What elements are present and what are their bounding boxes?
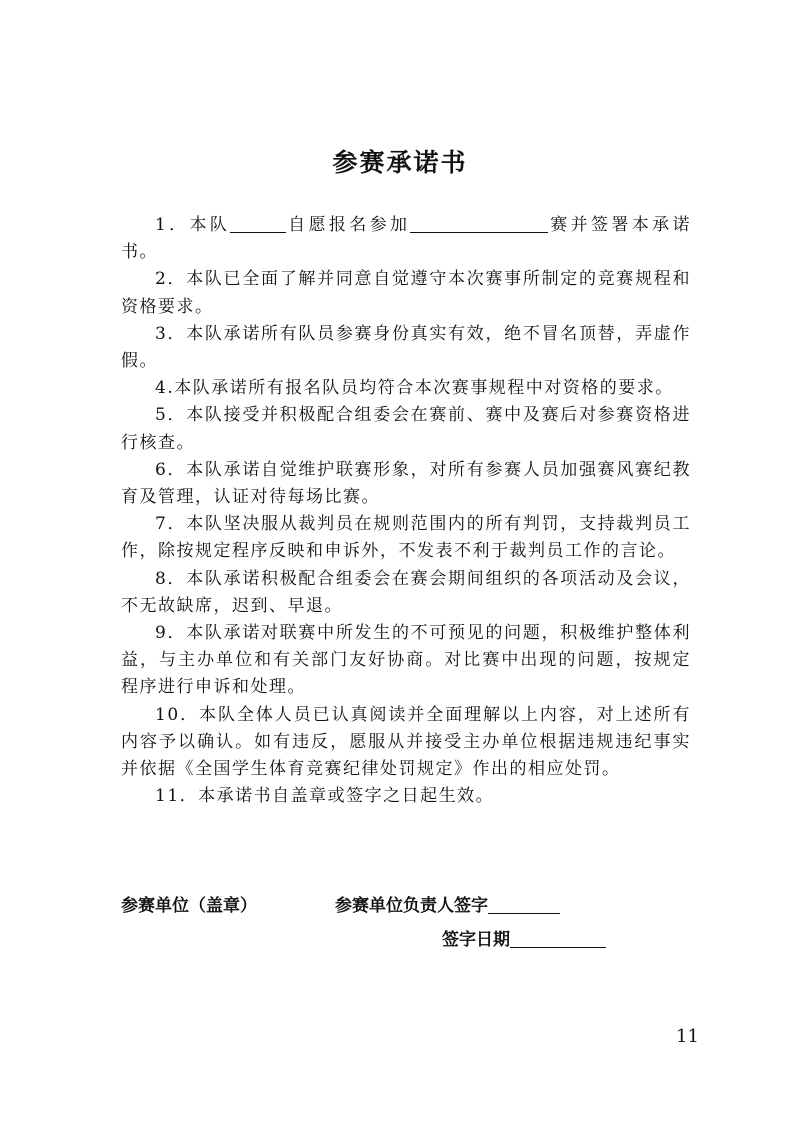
pledge-item-4: 4.本队承诺所有报名队员均符合本次赛事规程中对资格的要求。 — [155, 378, 674, 399]
pledge-item-1 — [121, 212, 691, 266]
document-title: 参赛承诺书 — [332, 148, 468, 177]
pledge-item-7: 7．本队坚决服从裁判员在规则范围内的所有判罚，支持裁判员工作，除按规定程序反映和申诉外，不发表不利于裁判员工作的言论。 — [121, 514, 691, 562]
signature-row-2 — [442, 927, 606, 953]
pledge-item-2: 2．本队已全面了解并同意自觉遵守本次赛事所制定的竞赛规程和资格要求。 — [121, 269, 691, 317]
pledge-item-8: 8．本队承诺积极配合组委会在赛会期间组织的各项活动及会议，不无故缺席，迟到、早退。 — [121, 568, 691, 616]
leader-signature-blank[interactable] — [488, 895, 560, 914]
pledge-item-11: 11．本承诺书自盖章或签字之日起生效。 — [155, 786, 495, 807]
signature-date-label: 签字日期 — [442, 930, 510, 950]
pledge-item-6: 6．本队承诺自觉维护联赛形象，对所有参赛人员加强赛风赛纪教育及管理，认证对待每场比赛。 — [121, 459, 691, 508]
item-1-part-1: 1．本队 — [155, 215, 231, 235]
pledge-item-5: 5．本队接受并积极配合组委会在赛前、赛中及赛后对参赛资格进行核查。 — [121, 405, 691, 453]
item-1-part-3: 赛并签署本承诺书。 — [121, 215, 692, 263]
unit-seal-label: 参赛单位（盖章） — [121, 896, 257, 916]
signature-date-blank[interactable] — [510, 929, 606, 948]
pledge-item-9: 9．本队承诺对联赛中所发生的不可预见的问题，积极维护整体利益，与主办单位和有关部门友好协商。对比赛中出现的问题，按规定程序进行申诉和处理。 — [121, 623, 691, 698]
leader-signature-label: 参赛单位负责人签字 — [335, 896, 488, 916]
pledge-body — [121, 212, 691, 810]
team-name-blank[interactable] — [230, 214, 286, 233]
pledge-item-3: 3．本队承诺所有队员参赛身份真实有效，绝不冒名顶替，弄虚作假。 — [121, 323, 691, 372]
pledge-item-10: 10．本队全体人员已认真阅读并全面理解以上内容，对上述所有内容予以确认。如有违反，愿服从并接受主办单位根据违规违纪事实并依据《全国学生体育竞赛纪律处罚规定》作出的相应处罚。 — [121, 704, 691, 780]
page-number: 11 — [676, 1026, 699, 1047]
signature-row-1 — [121, 893, 560, 919]
competition-name-blank[interactable] — [410, 214, 548, 233]
item-1-part-2: 自愿报名参加 — [286, 215, 411, 235]
